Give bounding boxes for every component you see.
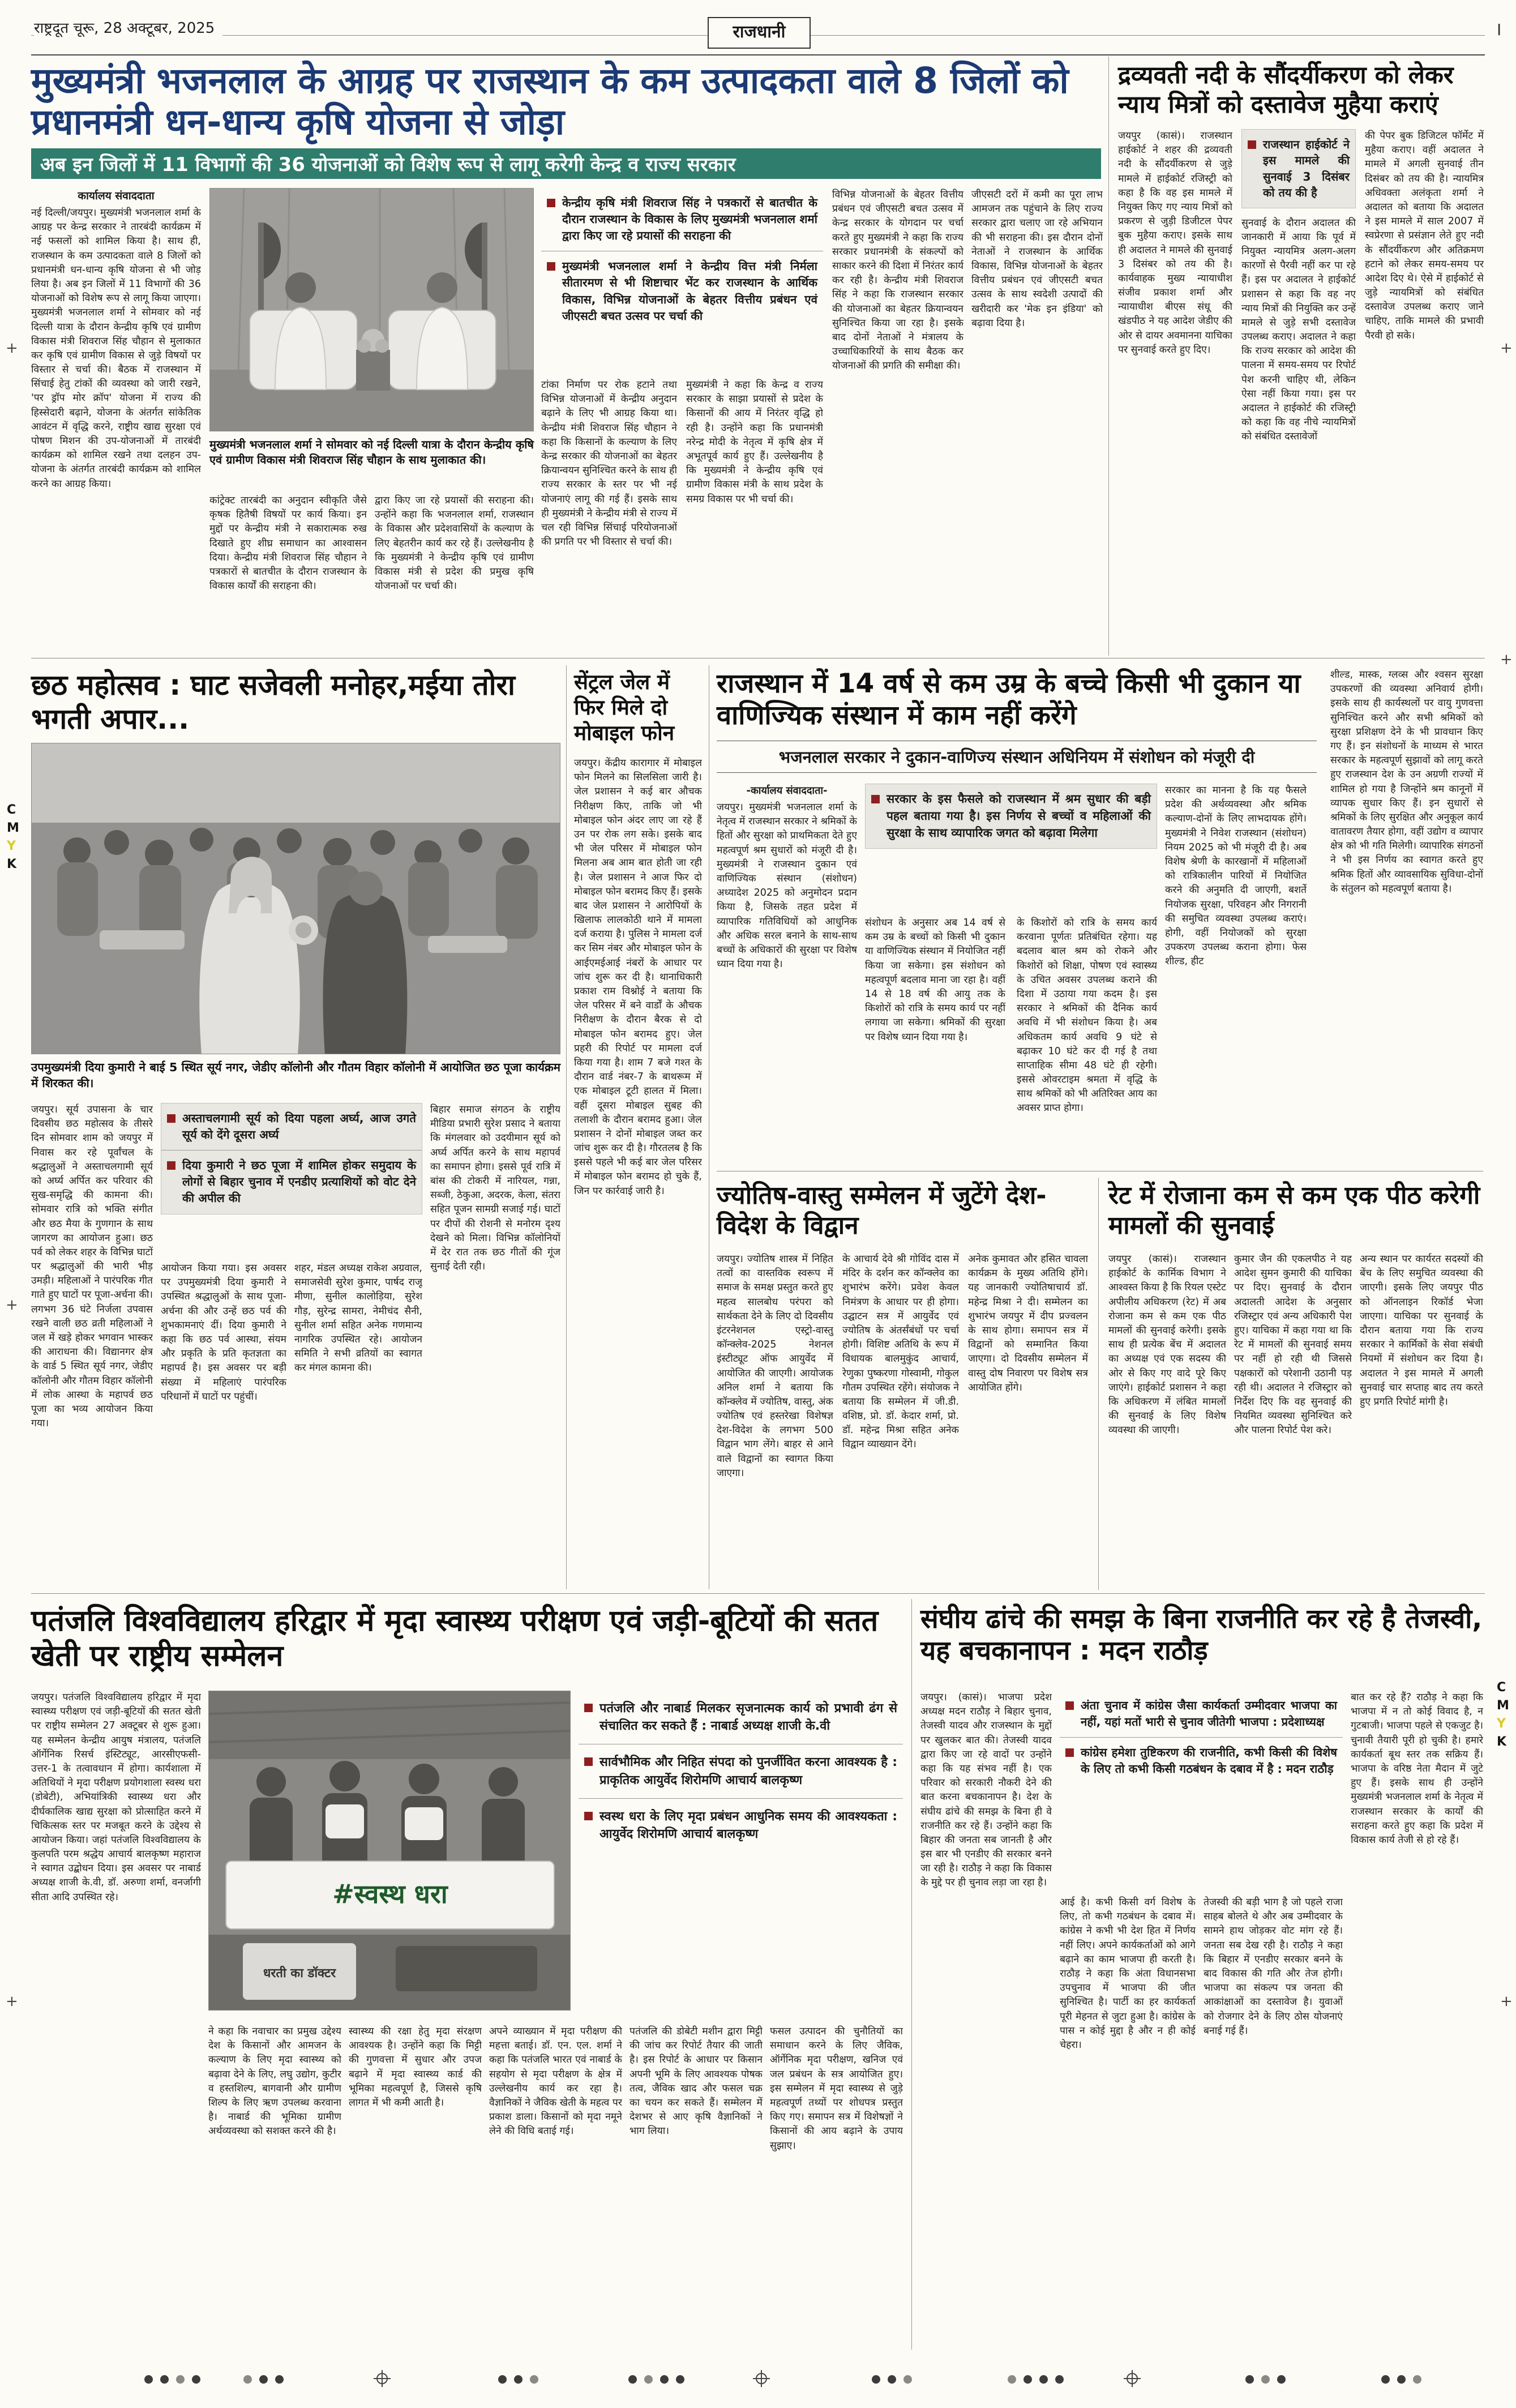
registration-dot-group <box>1381 2373 1429 2384</box>
cmyk-c: C <box>7 803 16 817</box>
patanjali-headline: पतंजलि विश्वविद्यालय हरिद्वार में मृदा स्वास्थ्य परीक्षण एवं जड़ी-बूटियों की सतत खेती पर राष्ट्रीय सम्मेलन <box>31 1604 879 1674</box>
main-body-column: नई दिल्ली/जयपुर। मुख्यमंत्री भजनलाल शर्मा के आग्रह पर केन्द्र सरकार ने तारबंदी कार्यक्रम में नई फसलों को शामिल किया है। साथ ही, राजस्थान के कम उत्पादकता वाले 8 जिलों को प्रधानमंत्री धन-धान्य कृषि योजना से भी जोड़ लिया है। अब इन जिलों में 11 विभागों की 36 योजनाओं को विशेष रूप से लागू किया जाएगा। मुख्यमंत्री भजनलाल शर्मा ने सोमवार को नई दिल्ली यात्रा के दौरान केन्द्रीय कृषि एवं ग्रामीण विकास मंत्री शिवराज सिंह चौहान से मुलाकात कर कृषि एवं ग्रामीण विकास से जुड़े विषयों पर विस्तार से चर्चा की। बैठक में राजस्थान में सिंचाई हेतु टांकों की व्यवस्था को जारी रखने, 'पर ड्रॉप मोर क्रॉप' योजना में राज्य की हिस्सेदारी बढ़ाने, योजना के अंतर्गत सांकेतिक आवंटन में वृद्धि करने, राष्ट्रीय खाद्य सुरक्षा एवं पोषण मिशन की उप-योजनाओं में तारबंदी कार्यक्रम को शामिल रखने तथा दलहन उप-योजना के अंतर्गत तारबंदी कार्यक्रम को शामिल करने का आग्रह किया। <box>31 207 201 490</box>
bullet-text: अस्ताचलगामी सूर्य को दिया पहला अर्घ्य, आज उगते सूर्य को देंगे दूसरा अर्घ्य <box>182 1111 416 1142</box>
tejashwi-headline: संघीय ढांचे की समझ के बिना राजनीति कर रहे है तेजस्वी, यह बचकानापन : मदन राठौड़ <box>920 1603 1483 1667</box>
chhath-caption: उपमुख्यमंत्री दिया कुमारी ने बाई 5 स्थित सूर्य नगर, जेडीए कॉलोनी और गौतम विहार कॉलोनी में आयोजित छठ पूजा कार्यक्रम में शिरकत की। <box>31 1060 560 1090</box>
registration-plus-icon: + <box>1500 651 1513 668</box>
dravyavati-column: जयपुर (कासं)। राजस्थान हाईकोर्ट ने शहर की द्रव्यवती नदी के सौंदर्यीकरण से जुड़े मामले में हाईकोर्ट रजिस्ट्री को कहा है कि वह इस मामले में नियुक्त किए गए न्याय मित्रों को प्रकरण से जुड़ी डिजीटल पेपर बुक मुहैया कराए। इसके साथ ही अदालत ने मामले की सुनवाई 3 दिसंबर को तय की है। कार्यवाहक मुख्य न्यायाधीश संजीव प्रकाश शर्मा और न्यायाधीश बीएस संधू की खंडपीठ ने यह आदेश जेडीए की ओर से दायर अवमानना याचिका पर सुनवाई करते हुए दिए। <box>1118 130 1232 356</box>
registration-dot <box>514 2375 523 2384</box>
registration-dot-group <box>144 2373 208 2384</box>
patanjali-column: अपने व्याख्यान में मृदा परीक्षण की महत्ता बताई। डॉ. एन. एल. शर्मा ने कहा कि पतंजलि भारत एवं नाबार्ड के सहयोग से मृदा परीक्षण के क्षेत्र में उल्लेखनीय कार्य कर रहा है। वैज्ञानिकों ने जैविक खेती के महत्व पर प्रकाश डाला। किसानों को मृदा नमूने लेने की विधि बताई गई। <box>489 2026 622 2137</box>
tejashwi-bullet <box>1060 1691 1343 1737</box>
divider <box>911 1599 912 2350</box>
registration-dot-group <box>1008 2373 1071 2384</box>
bullet-square-icon <box>547 199 555 207</box>
patanjali-column: ने कहा कि नवाचार का प्रमुख उद्देश्य देश के किसानों और आमजन के कल्याण के लिए मृदा स्वास्थ्य को बढ़ावा देने के लिए, लघु उद्योग, कुटीर व हस्तशिल्प, बागवानी और ग्रामीण शिल्प के लिए ऋण उपलब्ध करवाना है। नाबार्ड की भूमिका ग्रामीण अर्थव्यवस्था को सशक्त करने की है। <box>208 2026 341 2137</box>
conference-photo-illustration <box>209 1691 571 2011</box>
cmyk-c: C <box>1497 1680 1506 1695</box>
main-body-column: विभिन्न योजनाओं के बेहतर वित्तीय प्रबंधन एवं जीएसटी बचत उत्सव में केन्द्र सरकार के योगदान पर चर्चा करते हुए मुख्यमंत्री ने कहा कि राज्य सरकार प्रधानमंत्री के संकल्पों को साकार करने की दिशा में निरंतर कार्य कर रही है। केन्द्रीय मंत्री शिवराज सिंह ने कहा कि राजस्थान सरकार की योजनाओं का बेहतर क्रियान्वयन सुनिश्चित किया जा रहा है। इसके बाद दोनों नेताओं ने मंत्रालय के उच्चाधिकारियों के साथ बैठक कर योजनाओं की प्रगति की समीक्षा की। <box>832 189 963 372</box>
main-body-column: कांट्रेक्ट तारबंदी का अनुदान स्वीकृति जैसे कृषक हितैषी विषयों पर कार्य किया। इन मुद्दों पर केन्द्रीय मंत्री ने सकारात्मक रुख दिखाते हुए शीघ्र समाधान का आश्वासन दिया। केन्द्रीय मंत्री शिवराज सिंह चौहान ने पत्रकारों से बातचीत के दौरान राजस्थान के विकास कार्यों की सराहना की। <box>209 495 367 592</box>
registration-dot <box>1023 2375 1032 2384</box>
registration-dot <box>1381 2375 1390 2384</box>
bullet-text: सार्वभौमिक और निहित संपदा को पुनर्जीवित करना आवश्यक है : प्राकृतिक आयुर्वेद शिरोमणि आचार्य बालकृष्ण <box>599 1755 897 1787</box>
patanjali-column: जयपुर। पतंजलि विश्वविद्यालय हरिद्वार में मृदा स्वास्थ्य परीक्षण एवं जड़ी-बूटियों की सतत खेती पर राष्ट्रीय सम्मेलन 27 अक्टूबर से शुरू हुआ। यह सम्मेलन केन्द्रीय आयुष मंत्रालय, पतंजलि ऑर्गेनिक रिसर्च इंस्टिट्यूट, आरसीएफसी-उत्तर-1 के तत्वावधान में होगा। कार्यशाला में अतिथियों ने मृदा परीक्षण प्रयोगशाला स्वस्थ धरा (डोबेटी), अभियांत्रिकी स्वास्थ्य धरा और दीर्घकालिक खाद्य सुरक्षा को प्रोत्साहित करने में चिकित्सक स्तर पर मजबूत करने के उद्देश्य से आयोजन किया। जहां पतंजलि विश्वविद्यालय के कुलपति परम श्रद्धेय आचार्य बालकृष्ण महाराज ने स्वागत उद्बोधन दिया। इस अवसर पर नाबार्ड अध्यक्ष शाजी के.वी, डॉ. अरुणा शर्मा, वनर्जागी सीता आदि उपस्थित रहे। <box>31 1692 201 1903</box>
photo-banner-text: #स्वस्थ धरा <box>332 1879 448 1909</box>
registration-crosshair-icon <box>1124 2370 1141 2389</box>
cmyk-k: K <box>7 857 17 871</box>
bullet-square-icon <box>167 1114 175 1123</box>
childlabor-column: के किशोरों को रात्रि के समय कार्य करवाना पूर्णतः प्रतिबंधित रहेगा। यह बदलाव बाल श्रम को रोकने और किशोरों को शिक्षा, पोषण एवं स्वास्थ्य के उचित अवसर उपलब्ध कराने की दिशा में उठाया गया कदम है। इस सरकार ने श्रमिकों की दैनिक कार्य अवधि में भी संशोधन किया है। अब अधिकतम कार्य अवधि 9 घंटे से बढ़ाकर 10 घंटे कर दी गई है तथा साप्ताहिक सीमा 48 घंटे ही रहेगी। इससे ओवरटाइम श्रमता में वृद्धि के साथ श्रमिकों को भी अतिरिक्त आय का अवसर प्राप्त होगा। <box>1017 917 1157 1114</box>
cmyk-marks-right <box>1497 1682 1509 1748</box>
cmyk-k: K <box>1497 1735 1507 1749</box>
tejashwi-bullet-list <box>1060 1691 1343 1784</box>
chhath-column: शहर, मंडल अध्यक्ष राकेश अग्रवाल, समाजसेवी सुरेश कुमार, पार्षद राजू मीणा, सुनील कालोड़िया, सुरेश गौड़, सुरेन्द्र सामरा, नेमीचंद सैनी, सुनील शर्मा सहित अनेक गणमान्य नागरिक उपस्थित रहे। आयोजन समिति ने सभी व्रतियों का स्वागत कर मंगल कामना की। <box>294 1263 422 1374</box>
registration-dot-group <box>498 2373 546 2384</box>
childlabor-column: शील्ड, मास्क, ग्लव्स और श्वसन सुरक्षा उपकरणों की व्यवस्था अनिवार्य होगी। इसके साथ ही कार्यस्थलों पर वायु गुणवत्ता सुनिश्चित करने और सभी श्रमिकों को सुरक्षा प्रशिक्षण देने के भी प्रावधान किए गए हैं। इन संशोधनों के माध्यम से भारत सरकार के महत्वपूर्ण सुझावों को लागू करते हुए राजस्थान देश के उन अग्रणी राज्यों में शामिल हो गया है जिन्होंने श्रम कानूनों में व्यापक सुधार किए हैं। इन सुधारों से श्रमिकों के लिए सुरक्षित और अनुकूल कार्य वातावरण तैयार होगा, वहीं उद्योग व व्यापार क्षेत्र को भी गति मिलेगी। व्यापारिक संगठनों ने भी इस निर्णय का स्वागत करते हुए श्रमिक हितों और व्यावसायिक सुविधा-दोनों के संतुलन को महत्वपूर्ण बताया है। <box>1330 669 1483 895</box>
bullet-square-icon <box>547 262 555 271</box>
registration-dot <box>1039 2375 1048 2384</box>
tejashwi-column: बात कर रहे हैं? राठौड़ ने कहा कि भाजपा में न तो कोई विवाद है, न गुटबाजी। भाजपा पहले से एकजुट है। चुनावी तैयारी पूरी हो चुकी है। हमारे कार्यकर्ता बूथ स्तर तक सक्रिय हैं। भाजपा के वरिष्ठ नेता मैदान में जुटे हुए हैं। इसके साथ ही उन्होंने मुख्यमंत्री भजनलाल शर्मा के नेतृत्व में राजस्थान सरकार के कार्यों की सराहना करते हुए कहा कि प्रदेश में विकास कार्य तेजी से हो रहे हैं। <box>1351 1692 1483 1846</box>
main-headline: मुख्यमंत्री भजनलाल के आग्रह पर राजस्थान के कम उत्पादकता वाले 8 जिलों को प्रधानमंत्री धन-धान्य कृषि योजना से जोड़ा <box>31 60 1069 143</box>
chhath-column: आयोजन किया गया। इस अवसर पर उपमुख्यमंत्री दिया कुमारी ने उपस्थित श्रद्धालुओं के साथ पूजा-अर्चना की और उन्हें छठ पर्व की शुभकामनाएं दीं। दिया कुमारी ने कहा कि छठ पर्व आस्था, संयम और प्रकृति के प्रति कृतज्ञता का महापर्व है। इस अवसर पर बड़ी संख्या में महिलाएं पारंपरिक परिधानों में घाटों पर पहुंचीं। <box>161 1263 286 1402</box>
childlabor-byline: -कार्यालय संवाददाता- <box>746 785 828 797</box>
main-bullet-list <box>541 188 823 331</box>
rait-column: कुमार जैन की एकलपीठ ने यह आदेश सुमन कुमारी की याचिका पर दिए। सुनवाई के दौरान अदालती आदेश के अनुसार रजिस्ट्रार एवं अन्य अधिकारी पेश हुए। याचिका में कहा गया था कि रेट में मामलों की सुनवाई समय पर नहीं हो रही थी जिससे पक्षकारों को परेशानी उठानी पड़ रही थी। अदालत ने रजिस्ट्रार को निर्देश दिए कि वह सुनवाई की नियमित व्यवस्था सुनिश्चित करे और पालना रिपोर्ट पेश करे। <box>1234 1254 1352 1436</box>
bullet-square-icon <box>1248 140 1256 149</box>
patanjali-bullet <box>579 1691 903 1744</box>
cmyk-marks-left <box>7 804 19 871</box>
meeting-photo-illustration <box>210 189 534 431</box>
main-body-column: द्वारा किए जा रहे प्रयासों की सराहना की। उन्होंने कहा कि भजनलाल शर्मा, राजस्थान के विकास और प्रदेशवासियों के कल्याण के लिए बेहतरीन कार्य कर रहे हैं। उल्लेखनीय है कि मुख्यमंत्री ने केन्द्रीय कृषि एवं ग्रामीण विकास मंत्री से प्रदेश की प्रमुख कृषि योजनाओं पर चर्चा की। <box>375 495 534 592</box>
jyotish-column: अनेक कुमावत और हसित चावला कार्यक्रम के मुख्य अतिथि होंगे। यह जानकारी ज्योतिषाचार्य डॉ. महेन्द्र मिश्रा ने दी। सम्मेलन का शुभारंभ जयपुर में दीप प्रज्वलन के साथ होगा। समापन सत्र में विद्वानों को सम्मानित किया जाएगा। दो दिवसीय सम्मेलन में वास्तु दोष निवारण पर विशेष सत्र आयोजित होंगे। <box>968 1254 1088 1393</box>
main-body-column: टांका निर्माण पर रोक हटाने तथा विभिन्न योजनाओं में केन्द्रीय अनुदान बढ़ाने के लिए भी आग्रह किया था। केन्द्रीय मंत्री शिवराज सिंह चौहान ने कहा कि किसानों के कल्याण के लिए केन्द्र सरकार की योजनाओं का बेहतर क्रियान्वयन सुनिश्चित करने के साथ ही राज्य सरकार के स्तर पर भी नई योजनाएं लागू की गई हैं। इसके साथ ही मुख्यमंत्री ने केन्द्रीय मंत्री से राज्य में चल रही विभिन्न सिंचाई परियोजनाओं की प्रगति पर भी विस्तार से चर्चा की। <box>541 379 677 548</box>
jyotish-column: जयपुर। ज्योतिष शास्त्र में निहित तत्वों का वास्तविक स्वरूप में समाज के समक्ष प्रस्तुत करते हुए महत्व सालबोध परंपरा को सार्थकता देने के लिए दो दिवसीय इंटरनेशनल एस्ट्रो-वास्तु कॉन्क्लेव-2025 नेशनल इंस्टीट्यूट ऑफ आयुर्वेद में आयोजित की जाएगी। आयोजक अनिल शर्मा ने बताया कि कॉन्क्लेव में ज्योतिष, वास्तु, अंक ज्योतिष एवं हस्तरेखा विशेषज्ञ देश-विदेश के लगभग 500 विद्वान भाग लेंगे। बाहर से आने वाले विद्वानों का स्वागत किया जाएगा। <box>717 1254 833 1479</box>
divider <box>1108 57 1109 656</box>
tejashwi-column: आई है। कभी किसी वर्ग विशेष के लिए, तो कभी गठबंधन के दबाव में। कांग्रेस ने कभी भी देश हित में निर्णय नहीं लिए। अपने कार्यकर्ताओं को आगे बढ़ाने का काम भाजपा ही करती है। राठौड़ ने कहा कि अंता विधानसभा उपचुनाव में भाजपा की जीत सुनिश्चित है। पार्टी का हर कार्यकर्ता पूरी मेहनत से जुटा हुआ है। कांग्रेस के पास न कोई मुद्दा है और न ही कोई चेहरा। <box>1060 1897 1196 2051</box>
main-photo <box>209 188 534 431</box>
masthead-date: राष्ट्रदूत चूरू, 28 अक्टूबर, 2025 <box>34 17 222 37</box>
bullet-square-icon <box>584 1812 593 1820</box>
tejashwi-bullet <box>1060 1737 1343 1784</box>
registration-dot <box>259 2375 268 2384</box>
registration-dot <box>275 2375 284 2384</box>
registration-dot <box>160 2375 169 2384</box>
chhath-bullet <box>161 1104 422 1150</box>
patanjali-bullet <box>579 1798 903 1852</box>
cmyk-y: Y <box>1497 1717 1506 1731</box>
tejashwi-column: जयपुर। (कासं)। भाजपा प्रदेश अध्यक्ष मदन राठौड़ ने बिहार चुनाव, तेजस्वी यादव और राजस्थान के मुद्दों पर खुलकर बात की। तेजस्वी यादव द्वारा किए जा रहे वादों पर उन्होंने कहा कि यह संभव नहीं है। एक परिवार को सरकारी नौकरी देने की बात करना बचकानापन है। देश के संघीय ढांचे की समझ के बिना ही वे राजनीति कर रहे हैं। उन्होंने कहा कि बिहार की जनता सब जानती है और इस बार भी एनडीए की सरकार बनने जा रही है। राठौड़ ने कहा कि विकास के मुद्दे पर ही चुनाव लड़ा जा रहा है। <box>920 1692 1052 1889</box>
bullet-text: केन्द्रीय कृषि मंत्री शिवराज सिंह ने पत्रकारों से बातचीत के दौरान राजस्थान के विकास के लिए मुख्यमंत्री भजनलाल शर्मा द्वारा किए जा रहे प्रयासों की सराहना की <box>562 196 817 243</box>
main-bullet <box>541 188 823 251</box>
main-byline: कार्यालय संवाददाता <box>78 190 155 202</box>
registration-dot <box>192 2375 200 2384</box>
rait-headline: रेट में रोजाना कम से कम एक पीठ करेगी मामलों की सुनवाई <box>1108 1181 1480 1240</box>
registration-dot <box>660 2375 669 2384</box>
divider <box>31 1593 1485 1594</box>
bullet-square-icon <box>871 795 880 803</box>
highlight-text: सरकार के इस फैसले को राजस्थान में श्रम सुधार की बड़ी पहल बताया गया है। इस निर्णय से बच्चों व महिलाओं की सुरक्षा के साथ व्यापारिक जगत को बढ़ावा मिलेगा <box>887 792 1151 840</box>
bullet-square-icon <box>167 1161 175 1170</box>
registration-dot <box>644 2375 653 2384</box>
highlight-text: राजस्थान हाईकोर्ट ने इस मामले की सुनवाई 3 दिसंबर को तय की है <box>1263 138 1350 200</box>
dravyavati-column: की पेपर बुक डिजिटल फॉर्मेट में मुहैया कराए। वहीं अदालत ने मामले में अगली सुनवाई तीन दिसंबर को तय की है। न्यायमित्र अधिवक्ता अलंकृता शर्मा ने अदालत को बताया कि अदालत ने इस मामले में साल 2007 में स्वप्रेरणा से प्रसंज्ञान लेते हुए नदी के सौंदर्यीकरण और अतिक्रमण हटाने को लेकर समय-समय पर आदेश दिए थे। ऐसे में हाईकोर्ट से जुड़े न्यायमित्रों को संबंधित दस्तावेज उपलब्ध कराए जाने चाहिए, ताकि मामले की प्रभावी पैरवी हो सके। <box>1365 130 1484 341</box>
cmyk-m: M <box>7 821 19 835</box>
chhath-bullet-list <box>161 1103 422 1214</box>
registration-dot <box>628 2375 637 2384</box>
jyotish-column: के आचार्य देवे श्री गोविंद दास में मंदिर के दर्शन कर कॉन्क्लेव का शुभारंभ करेंगे। प्रवेश केवल निमंत्रण के आधार पर ही होगा। उद्घाटन सत्र में आयुर्वेद एवं ज्योतिष के अंतर्संबंधों पर चर्चा होगी। विशिष्ट अतिथि के रूप में विधायक बालमुकुंद आचार्य, रेणुका पुष्करणा गोस्वामी, गोकुल गौतम उपस्थित रहेंगे। संयोजक ने बताया कि सम्मेलन में जी.डी. वशिष्ठ, प्रो. डॉ. केदार शर्मा, प्रो. डॉ. महेन्द्र मिश्रा सहित अनेक विद्वान व्याख्यान देंगे। <box>842 1254 959 1451</box>
registration-dot <box>1261 2375 1270 2384</box>
dravyavati-highlight-box <box>1241 129 1356 208</box>
registration-plus-icon: + <box>1500 1993 1513 2010</box>
childlabor-column: संशोधन के अनुसार अब 14 वर्ष से कम उम्र के बच्चों को किसी भी दुकान या वाणिज्यिक संस्थान में नियोजित नहीं किया जा सकेगा। इस संशोधन को महत्वपूर्ण बदलाव माना जा रहा है। वहीं 14 से 18 वर्ष की आयु तक के किशोरों को रात्रि के समय कार्य पर नहीं लगाया जा सकेगा। श्रमिकों की सुरक्षा पर विशेष ध्यान दिया गया है। <box>865 917 1005 1043</box>
childlabor-subhead: भजनलाल सरकार ने दुकान-वाणिज्य संस्थान अधिनियम में संशोधन को मंजूरी दी <box>717 741 1317 773</box>
patanjali-photo <box>208 1691 571 2011</box>
bullet-text: स्वस्थ धरा के लिए मृदा प्रबंधन आधुनिक समय की आवश्यकता : आयुर्वेद शिरोमणि आचार्य बालकृष्ण <box>599 1809 897 1842</box>
main-photo-caption: मुख्यमंत्री भजनलाल शर्मा ने सोमवार को नई दिल्ली यात्रा के दौरान केन्द्रीय कृषि एवं ग्रामीण विकास मंत्री शिवराज सिंह चौहान के साथ मुलाकात की। <box>209 438 534 467</box>
cmyk-m: M <box>1497 1699 1509 1713</box>
registration-dot <box>530 2375 538 2384</box>
rait-column: अन्य स्थान पर कार्यरत सदस्यों की बेंच के लिए समुचित व्यवस्था की जाएगी। इसके लिए जयपुर पीठ को ऑनलाइन रिकॉर्ड भेजा जाएगा। याचिका पर सुनवाई के दौरान बताया गया कि राज्य सरकार ने कार्मिकों के सेवा संबंधी नियमों में संशोधन कर दिया है। अदालत ने इस मामले में अगली सुनवाई चार सप्ताह बाद तय करते हुए प्रगति रिपोर्ट मांगी है। <box>1360 1254 1483 1408</box>
fold-marker: I <box>1497 20 1502 39</box>
chhath-crowd-illustration <box>32 743 560 1054</box>
main-body-column: जीएसटी दरों में कमी का पूरा लाभ आमजन तक पहुंचाने के लिए राज्य सरकार द्वारा चलाए जा रहे अभियान की भी सराहना की। इस दौरान दोनों नेताओं ने राजस्थान के आर्थिक विकास, विभिन्न योजनाओं के बेहतर वित्तीय प्रबंधन एवं जीएसटी बचत उत्सव के साथ स्वदेशी उत्पादों की खरीदारी कर 'मेक इन इंडिया' को बढ़ावा दिया है। <box>971 189 1103 329</box>
chhath-headline: छठ महोत्सव : घाट सजेवली मनोहर,मईया तोरा भगती अपार... <box>31 669 515 735</box>
divider <box>566 665 567 1589</box>
registration-dot-group <box>1245 2373 1293 2384</box>
patanjali-bullet <box>579 1744 903 1798</box>
chhath-bullet <box>161 1150 422 1213</box>
bullet-square-icon <box>584 1757 593 1766</box>
registration-dot <box>144 2375 153 2384</box>
registration-dot <box>498 2375 507 2384</box>
bullet-text: मुख्यमंत्री भजनलाल शर्मा ने केन्द्रीय वित्त मंत्री निर्मला सीतारमण से भी शिष्टाचार भेंट कर राजस्थान के आर्थिक विकास, विभिन्न योजनाओं के बेहतर वित्तीय प्रबंधन एवं जीएसटी बचत उत्सव पर चर्चा की <box>562 259 817 323</box>
registration-plus-icon: + <box>6 1993 18 2010</box>
main-strip: अब इन जिलों में 11 विभागों की 36 योजनाओं को विशेष रूप से लागू करेगी केन्द्र व राज्य सरकार <box>31 148 1101 179</box>
header-rule-bottom <box>31 54 1485 55</box>
registration-dot-group <box>243 2373 291 2384</box>
chhath-photo <box>31 743 560 1054</box>
jail-headline: सेंट्रल जेल में फिर मिले दो मोबाइल फोन <box>574 670 675 746</box>
chhath-column: जयपुर। सूर्य उपासना के चार दिवसीय छठ महोत्सव के तीसरे दिन सोमवार शाम को जयपुर में निवास कर रहे पूर्वांचल के श्रद्धालुओं ने अस्ताचलगामी सूर्य को अर्घ्य अर्पित कर परिवार की सुख-समृद्धि की कामना की। सोमवार रात्रि को भक्ति संगीत और छठ मैया के गुणगान के साथ जागरण का आयोजन हुआ। छठ पर्व को लेकर शहर के विभिन्न घाटों पर श्रद्धालुओं की भारी भीड़ उमड़ी। महिलाओं ने पारंपरिक गीत गाते हुए घाटों पर पूजा-अर्चना की। लगभग 36 घंटे निर्जला उपवास रखने वाली छठ व्रती महिलाओं ने जल में खड़े होकर भगवान भास्कर की आराधना की। विद्यानगर क्षेत्र के वार्ड 5 स्थित सूर्य नगर, जेडीए कॉलोनी और गौतम विहार कॉलोनी में लोक आस्था के महापर्व छठ पूजा का भव्य आयोजन किया गया। <box>31 1104 153 1430</box>
bullet-text: दिया कुमारी ने छठ पूजा में शामिल होकर समुदाय के लोगों से बिहार चुनाव में एनडीए प्रत्याशियों को वोट देने की अपील की <box>182 1158 416 1205</box>
main-bullet <box>541 251 823 331</box>
bullet-text: अंता चुनाव में कांग्रेस जैसा कार्यकर्ता उम्मीदवार भाजपा का नहीं, यहां मतों भारी से चुनाव जीतेगी भाजपा : प्रदेशाध्यक्ष <box>1081 1699 1337 1729</box>
bullet-text: पतंजलि और नाबार्ड मिलकर सृजनात्मक कार्य को प्रभावी ढंग से संचालित कर सकते हैं : नाबार्ड अध्यक्ष शाजी के.वी <box>599 1701 897 1734</box>
registration-crosshair-icon <box>753 2370 770 2389</box>
childlabor-highlight-box <box>865 784 1157 849</box>
childlabor-headline: राजस्थान में 14 वर्ष से कम उम्र के बच्चे किसी भी दुकान या वाणिज्यिक संस्थान में काम नहीं करेंगे <box>717 668 1301 732</box>
registration-dot <box>1277 2375 1286 2384</box>
registration-dot-group <box>872 2373 919 2384</box>
divider <box>1098 1178 1099 1590</box>
registration-dot <box>888 2375 896 2384</box>
registration-dot <box>872 2375 880 2384</box>
registration-dot <box>1055 2375 1064 2384</box>
childlabor-column: सरकार का मानना है कि यह फैसले प्रदेश की अर्थव्यवस्था और श्रमिक कल्याण-दोनों के लिए लाभदायक होंगे। मुख्यमंत्री ने निवेश राजस्थान (संशोधन) नियम 2025 को भी मंजूरी दी है। अब विशेष श्रेणी के कारखानों में महिलाओं को रात्रिकालीन पारियों में नियोजित करने की अनुमति दी जाएगी, बशर्ते नियोजक सुरक्षा, परिवहन और निगरानी की समुचित व्यवस्था उपलब्ध कराएं। होगी, वहीं नियोजकों को सुरक्षा उपकरण उपलब्ध कराना होगा। फेस शील्ड, हीट <box>1165 785 1307 968</box>
registration-dot <box>176 2375 185 2384</box>
patanjali-column: स्वास्थ्य की रक्षा हेतु मृदा संरक्षण आवश्यक है। उन्होंने कहा कि मिट्टी की गुणवत्ता में सुधार और उपज बढ़ाने में मृदा स्वास्थ्य कार्ड की भूमिका महत्वपूर्ण है, जिससे कृषि लागत में भी कमी आती है। <box>349 2026 482 2108</box>
patanjali-column: फसल उत्पादन की चुनौतियों का समाधान करने के लिए जैविक, ऑर्गेनिक मृदा परीक्षण, खनिज एवं जल प्रबंधन के सत्र आयोजित हुए। इस सम्मेलन में मृदा स्वास्थ्य से जुड़े महत्वपूर्ण तथ्यों पर शोधपत्र प्रस्तुत किए गए। समापन सत्र में विशेषज्ञों ने किसानों की आय बढ़ाने के उपाय सुझाए। <box>770 2026 903 2152</box>
rait-column: जयपुर (कासं)। राजस्थान हाईकोर्ट के कार्मिक विभाग ने आश्वस्त किया है कि रियल एस्टेट अपीलीय अधिकरण (रेट) में अब रोजाना कम से कम एक पीठ मामलों की सुनवाई करेगी। इसके साथ ही प्रत्येक बेंच में अदालत का अध्यक्ष एवं एक सदस्य की ओर से किए गए वादे पूरे किए जाएंगे। हाईकोर्ट प्रशासन ने कहा कि अधिकरण में लंबित मामलों की सुनवाई के लिए विशेष व्यवस्था की जाएगी। <box>1108 1254 1226 1436</box>
registration-dot <box>903 2375 912 2384</box>
registration-dot-group <box>628 2373 692 2384</box>
registration-dot <box>1397 2375 1406 2384</box>
dravyavati-headline: द्रव्यवती नदी के सौंदर्यीकरण को लेकर न्याय मित्रों को दस्तावेज मुहैया कराएं <box>1118 61 1454 119</box>
cmyk-y: Y <box>7 839 16 853</box>
registration-plus-icon: + <box>6 340 18 357</box>
registration-plus-icon: + <box>1500 340 1513 357</box>
chhath-column: बिहार समाज संगठन के राष्ट्रीय मीडिया प्रभारी सुरेश प्रसाद ने बताया कि मंगलवार को उदयीमान सूर्य को अर्घ्य अर्पित करने के साथ महापर्व का समापन होगा। इससे पूर्व रात्रि में बांस की टोकरी में नारियल, गन्ना, सब्जी, ठेकुआ, अदरक, केला, संतरा सहित पूजन सामग्री सजाई गई। घाटों पर दीपों की रोशनी से मनोरम दृश्य देखने को मिला। विभिन्न कॉलोनियों में देर रात तक छठ गीतों की गूंज सुनाई देती रही। <box>430 1104 560 1273</box>
photo-tag-text: धरती का डॉक्टर <box>263 1966 336 1981</box>
bullet-square-icon <box>584 1704 593 1712</box>
registration-dot <box>1008 2375 1016 2384</box>
bullet-square-icon <box>1065 1701 1074 1710</box>
registration-dot <box>1413 2375 1421 2384</box>
registration-dot <box>1245 2375 1254 2384</box>
dravyavati-column-with-box <box>1241 129 1356 652</box>
dravyavati-column: सुनवाई के दौरान अदालत की जानकारी में आया कि पूर्व में नियुक्त न्यायमित्र अलग-अलग कारणों से पैरवी नहीं कर पा रहे हैं। इस पर अदालत ने हाईकोर्ट प्रशासन से कहा कि वह नए न्याय मित्रों की नियुक्ति कर उन्हें मामले से जुड़े सभी दस्तावेज उपलब्ध कराए। अदालत ने कहा कि राज्य सरकार को आदेश की पालना में समय-समय पर रिपोर्ट पेश करनी चाहिए थी, लेकिन ऐसा नहीं किया गया। इस पर अदालत ने हाईकोर्ट की रजिस्ट्री को कहा कि वह नीचे न्यायमित्रों को संबंधित दस्तावेजों <box>1241 217 1356 443</box>
patanjali-column: पतंजलि की डोबेटी मशीन द्वारा मिट्टी की जांच कर रिपोर्ट तैयार की जाती है। इस रिपोर्ट के आधार पर किसान अपनी भूमि के लिए आवश्यक पोषक तत्व, जैविक खाद और फसल चक्र का चयन कर सकते हैं। सम्मेलन में देशभर से आए कृषि वैज्ञानिकों ने भाग लिया। <box>629 2026 763 2137</box>
bullet-text: कांग्रेस हमेशा तुष्टिकरण की राजनीति, कभी किसी की विशेष के लिए तो कभी किसी गठबंधन के दबाव में है : मदन राठौड़ <box>1081 1746 1337 1776</box>
jail-body: जयपुर। केंद्रीय कारागार में मोबाइल फोन मिलने का सिलसिला जारी है। जेल प्रशासन ने कई बार औचक निरीक्षण किए, ताकि जो भी मोबाइल फोन अंदर लाए जा रहे हैं उन पर रोक लग सके। इसके बाद भी जेल परिसर में मोबाइल फोन मिलना अब आम बात होती जा रही है। जेल प्रशासन ने आज फिर दो मोबाइल फोन बरामद किए हैं। इसके बाद जेल प्रशासन ने आरोपियों के खिलाफ लालकोठी थाने में मामला दर्ज कराया है। पुलिस ने मामला दर्ज कर सिम नंबर और मोबाइल फोन के आईएमईआई नंबरों के आधार पर जांच शुरू कर दी है। थानाधिकारी प्रकाश राम विश्नोई ने बताया कि जेल परिसर में बने वार्डों के औचक निरीक्षण के दौरान बैरक से दो मोबाइल फोन बरामद हुए। जेल प्रहरी की रिपोर्ट पर मामला दर्ज किया गया है। शाम 7 बजे गश्त के दौरान वार्ड नंबर-7 के बाथरूम में एक मोबाइल टूटी हालत में मिला। वहीं दूसरा मोबाइल सुबह की तलाशी के दौरान बरामद हुआ। जेल प्रशासन ने दोनों मोबाइल जब्त कर जांच शुरू कर दी है। गौरतलब है कि इससे पहले भी कई बार जेल परिसर में मोबाइल फोन बरामद हो चुके हैं, जिन पर कार्रवाई जारी है। <box>574 758 702 1197</box>
registration-dot <box>243 2375 252 2384</box>
bullet-square-icon <box>1065 1748 1074 1757</box>
registration-dot <box>676 2375 684 2384</box>
main-body-column: मुख्यमंत्री ने कहा कि केन्द्र व राज्य सरकार के साझा प्रयासों से प्रदेश के किसानों की आय में निरंतर वृद्धि हो रही है। उन्होंने कहा कि प्रधानमंत्री नरेन्द्र मोदी के नेतृत्व में कृषि क्षेत्र में अभूतपूर्व कार्य हुए हैं। उल्लेखनीय है कि मुख्यमंत्री ने केन्द्रीय कृषि एवं ग्रामीण विकास मंत्री के साथ प्रदेश के समग्र विकास पर भी चर्चा की। <box>686 379 823 505</box>
jyotish-headline: ज्योतिष-वास्तु सम्मेलन में जुटेंगे देश-विदेश के विद्वान <box>717 1181 1047 1240</box>
childlabor-column: जयपुर। मुख्यमंत्री भजनलाल शर्मा के नेतृत्व में राजस्थान सरकार ने श्रमिकों के हितों और सुरक्षा को प्राथमिकता देते हुए महत्वपूर्ण श्रम सुधारों को मंजूरी दी है। मुख्यमंत्री ने राजस्थान दुकान एवं वाणिज्यिक संस्थान (संशोधन) अध्यादेश 2025 को अनुमोदन प्रदान किया है, जिसके तहत प्रदेश में व्यापारिक गतिविधियों को आधुनिक और अधिक सरल बनाने के साथ-साथ बच्चों के अधिकारों की सुरक्षा पर विशेष ध्यान दिया गया है। <box>717 802 857 970</box>
registration-crosshair-icon <box>374 2370 391 2389</box>
section-label: राजधानी <box>708 17 811 49</box>
tejashwi-column: तेजस्वी की बड़ी भाग है जो पहले राजा साहब बोलते थे और अब उम्मीदवार के सामने हाथ जोड़कर वोट मांग रहे हैं। जनता सब देख रही है। राठौड़ ने कहा कि बिहार में एनडीए सरकार बनने के बाद विकास की गति और तेज होगी। भाजपा का संकल्प पत्र जनता की आकांक्षाओं का दस्तावेज है। युवाओं को रोजगार देने के लिए ठोस योजनाएं बनाई गई हैं। <box>1204 1897 1343 2037</box>
patanjali-bullet-list <box>579 1691 903 1852</box>
registration-plus-icon: + <box>6 1297 18 1314</box>
